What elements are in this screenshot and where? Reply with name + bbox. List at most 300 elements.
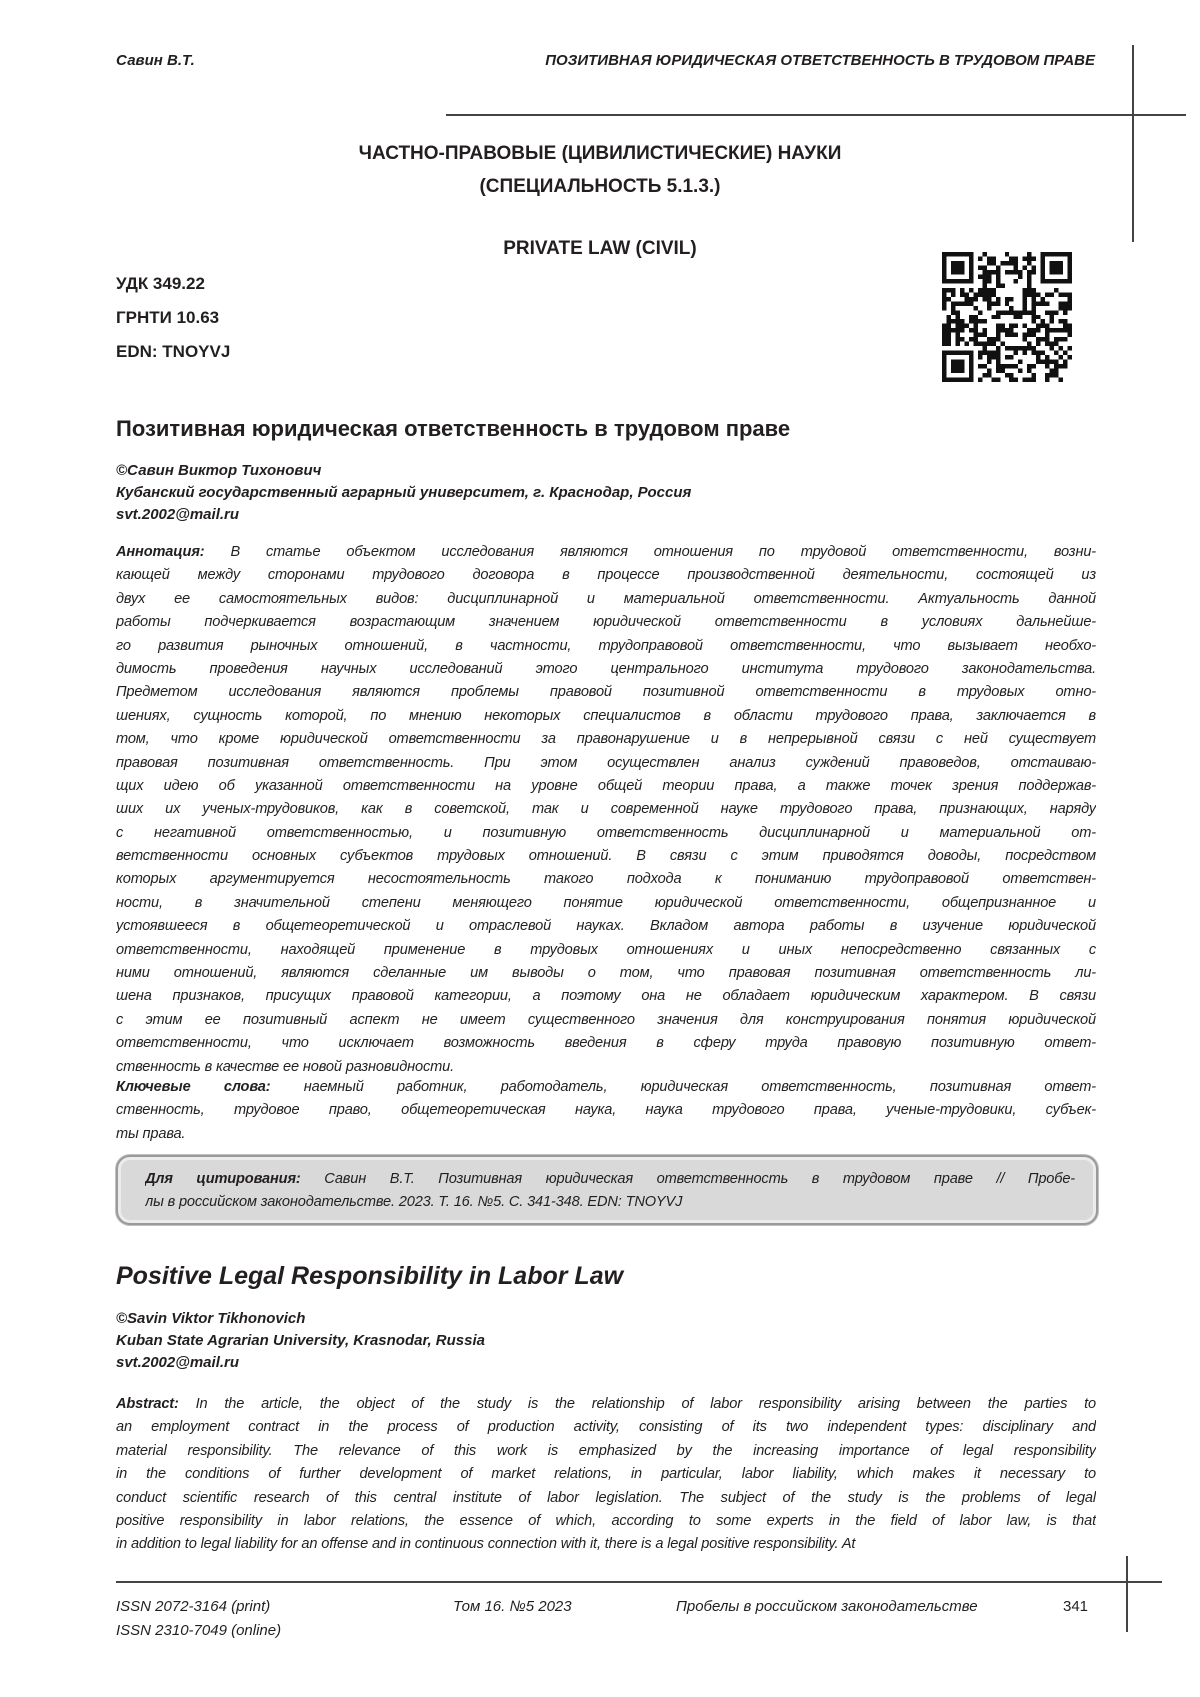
annotation-text: правовая позитивная ответственность. При этом осуществлен анализ суждений правоведов, отстаиваю- <box>116 754 1096 771</box>
qr-module <box>1041 319 1045 323</box>
qr-module <box>1045 342 1049 346</box>
qr-module <box>1005 261 1009 265</box>
qr-module <box>1059 292 1063 296</box>
qr-module <box>996 297 1000 301</box>
qr-module <box>1032 351 1036 355</box>
annotation-text: ответственности, что исключает возможность введения в сферу труда правовую позитивную ответ- <box>116 1035 1096 1052</box>
abstract-line <box>116 1533 1096 1556</box>
qr-module <box>1000 364 1004 368</box>
qr-module <box>987 360 991 364</box>
annotation-text: с негативной ответственностью, и позитивную ответственность дисциплинарной и материальной от- <box>116 824 1096 841</box>
qr-module <box>1005 252 1009 256</box>
qr-module <box>1045 333 1049 337</box>
qr-module <box>991 342 995 346</box>
qr-module <box>1063 328 1067 332</box>
qr-module <box>1023 288 1027 292</box>
qr-module <box>1041 252 1045 283</box>
annotation-text: ответственности, находящей применение в трудовых отношениях и иных непосредственно связанных с <box>116 941 1096 958</box>
qr-module <box>1032 333 1036 337</box>
qr-module <box>1018 274 1022 278</box>
section-title-line1: ЧАСТНО-ПРАВОВЫЕ (ЦИВИЛИСТИЧЕСКИЕ) НАУКИ <box>358 143 842 164</box>
qr-module <box>946 315 950 319</box>
qr-module <box>996 310 1000 314</box>
qr-module <box>1036 355 1040 359</box>
qr-module <box>1005 328 1009 332</box>
qr-module <box>955 310 959 314</box>
qr-module <box>978 355 982 359</box>
qr-module <box>942 279 973 283</box>
qr-module <box>978 288 982 292</box>
qr-module <box>1050 292 1054 296</box>
journal-name: Пробелы в российском законодательстве <box>676 1598 978 1615</box>
qr-module <box>1018 346 1022 350</box>
annotation-text: ственность в качестве ее новой разновидности. <box>116 1058 455 1075</box>
qr-module <box>1036 292 1040 296</box>
keywords-line <box>116 1076 1096 1099</box>
annotation-text: устоявшееся в общетеоретической и отраслевой науках. Вкладом автора работы в изучение юридической <box>116 918 1096 935</box>
annotation-line <box>116 658 1096 681</box>
qr-module <box>1018 270 1022 274</box>
qr-module <box>1068 346 1072 350</box>
qr-module <box>996 270 1000 274</box>
qr-module <box>1032 306 1036 310</box>
qr-module <box>1023 297 1027 301</box>
qr-module <box>1032 328 1036 332</box>
qr-module <box>960 328 964 332</box>
qr-module <box>1018 315 1022 319</box>
running-title: ПОЗИТИВНАЯ ЮРИДИЧЕСКАЯ ОТВЕТСТВЕННОСТЬ В ТРУДОВОМ ПРАВЕ <box>545 52 1095 69</box>
keywords-ru <box>116 1076 1096 1146</box>
annotation-text: двух ее самостоятельных видов: дисциплинарной и материальной ответственности. Актуальность данной <box>116 590 1096 607</box>
qr-module <box>1068 301 1072 305</box>
qr-module <box>1009 346 1013 350</box>
qr-module <box>996 346 1000 350</box>
qr-module <box>1027 279 1031 283</box>
qr-module <box>982 288 986 292</box>
annotation-line <box>116 611 1096 634</box>
page-number: 341 <box>1063 1598 1089 1615</box>
qr-module <box>1054 364 1058 368</box>
qr-module <box>942 306 946 310</box>
qr-module <box>982 283 986 287</box>
qr-module <box>991 351 995 355</box>
qr-module <box>1027 292 1031 296</box>
qr-module <box>996 351 1000 355</box>
qr-module <box>1027 261 1031 265</box>
qr-module <box>1054 337 1058 341</box>
annotation-text: Предметом исследования являются проблемы правовой позитивной ответственности в трудовых отно- <box>116 684 1096 701</box>
qr-module <box>987 306 991 310</box>
qr-module <box>951 261 964 274</box>
qr-module <box>1063 301 1067 305</box>
qr-module <box>1045 301 1049 305</box>
qr-module <box>1068 297 1072 301</box>
qr-module <box>946 324 950 328</box>
qr-module <box>955 333 959 337</box>
qr-module <box>1050 346 1054 350</box>
qr-module <box>982 270 986 274</box>
qr-module <box>1027 274 1031 278</box>
abstract-line <box>116 1393 1096 1416</box>
annotation-line <box>116 775 1096 798</box>
qr-module <box>1000 342 1004 346</box>
qr-module <box>982 274 986 278</box>
qr-module <box>946 328 950 332</box>
qr-module <box>1027 252 1031 256</box>
qr-module <box>1050 328 1054 332</box>
qr-module <box>973 324 977 328</box>
annotation-line <box>116 635 1096 658</box>
qr-module <box>1045 324 1049 328</box>
qr-module <box>942 351 946 382</box>
qr-module <box>991 315 995 319</box>
qr-module <box>960 292 964 296</box>
qr-module <box>996 315 1000 319</box>
qr-module <box>1014 256 1018 260</box>
qr-module <box>996 364 1000 368</box>
qr-module <box>1036 324 1040 328</box>
journal-volume: Том 16. №5 2023 <box>453 1598 572 1615</box>
qr-module <box>1059 328 1063 332</box>
qr-module <box>1014 261 1018 265</box>
annotation-text: которых аргументируется несостоятельность такого подхода к пониманию трудоправовой ответствен- <box>116 871 1096 888</box>
section-title-line2: (СПЕЦИАЛЬНОСТЬ 5.1.3.) <box>479 176 721 197</box>
qr-module <box>1009 355 1013 359</box>
header-rule <box>446 114 1186 116</box>
qr-module <box>1005 346 1009 350</box>
qr-module <box>1050 369 1054 373</box>
qr-module <box>1023 324 1027 328</box>
issn-print: ISSN 2072-3164 (print) <box>116 1598 271 1615</box>
qr-module <box>1041 360 1045 364</box>
qr-module <box>978 292 982 296</box>
qr-module <box>1050 373 1054 377</box>
qr-module <box>1045 378 1049 382</box>
annotation-line <box>116 962 1096 985</box>
qr-module <box>973 319 977 323</box>
qr-module <box>1027 346 1031 350</box>
qr-module <box>1009 378 1013 382</box>
qr-module <box>1068 324 1072 328</box>
qr-module <box>973 306 977 310</box>
qr-module <box>987 301 991 305</box>
qr-module <box>982 297 986 301</box>
annotation-line <box>116 892 1096 915</box>
qr-module <box>951 288 955 292</box>
qr-module <box>964 324 968 328</box>
citation-text: лы в российском законодательстве. 2023. Т. 16. №5. С. 341-348. EDN: TNOYVJ <box>145 1194 683 1211</box>
qr-module <box>1005 270 1009 274</box>
issn-online: ISSN 2310-7049 (online) <box>116 1622 282 1639</box>
qr-module <box>1063 351 1067 355</box>
qr-module <box>1023 306 1027 310</box>
qr-module <box>991 378 995 382</box>
qr-module <box>991 301 995 305</box>
udk: УДК 349.22 <box>116 274 205 293</box>
qr-module <box>1027 270 1031 274</box>
qr-module <box>942 378 973 382</box>
qr-module <box>996 333 1000 337</box>
qr-module <box>996 265 1000 269</box>
abstract-en <box>116 1393 1096 1557</box>
qr-module <box>991 256 995 260</box>
qr-module <box>973 328 977 332</box>
qr-module <box>987 274 991 278</box>
annotation-line <box>116 845 1096 868</box>
abstract-text: in addition to legal liability for an offense and in continuous connection with it, there is a legal positive responsibility. At <box>116 1536 856 1553</box>
annotation-text: го развития рыночных отношений, в частности, трудоправовой ответственности, что вызывает необхо- <box>116 637 1096 654</box>
qr-module <box>978 364 982 368</box>
qr-module <box>1009 310 1013 314</box>
qr-module <box>1027 310 1031 314</box>
qr-module <box>1005 301 1009 305</box>
qr-module <box>1054 328 1058 332</box>
author-name-ru: ©Савин Виктор Тихонович <box>116 462 322 479</box>
qr-module <box>969 297 973 301</box>
qr-module <box>978 378 982 382</box>
qr-module <box>1036 360 1040 364</box>
qr-module <box>1005 364 1009 368</box>
qr-module <box>942 333 946 337</box>
qr-module <box>978 274 982 278</box>
annotation-line <box>116 798 1096 821</box>
qr-module <box>969 252 973 283</box>
qr-module <box>1059 306 1063 310</box>
qr-module <box>1023 265 1027 269</box>
abstract-line <box>116 1487 1096 1510</box>
qr-module <box>978 319 982 323</box>
qr-module <box>964 301 968 305</box>
qr-module <box>1009 324 1013 328</box>
qr-module <box>1005 373 1009 377</box>
qr-module <box>1045 310 1049 314</box>
qr-module <box>1045 292 1049 296</box>
qr-module <box>1009 256 1013 260</box>
qr-module <box>1041 301 1045 305</box>
annotation-text: ших их ученых-трудовиков, как в советской, так и современной науке трудового права, признающих, наряду <box>116 801 1096 818</box>
qr-module <box>1063 364 1067 368</box>
qr-module <box>942 301 946 305</box>
qr-module <box>1014 333 1018 337</box>
qr-module <box>942 252 946 283</box>
qr-module <box>996 301 1000 305</box>
qr-module <box>969 315 973 319</box>
annotation-text: В статье объектом исследования являются отношения по трудовой ответственности, возни- <box>204 544 1096 560</box>
abstract-line <box>116 1463 1096 1486</box>
qr-module <box>973 297 977 301</box>
qr-module <box>1014 270 1018 274</box>
abstract-text: conduct scientific research of this central institute of labor legislation. The subject of the study is the problems of legal <box>116 1489 1096 1506</box>
qr-module <box>955 342 959 346</box>
annotation-text: ними отношений, являются сделанные им выводы о том, что правовая позитивная ответственность ли- <box>116 965 1096 982</box>
qr-module <box>987 256 991 260</box>
qr-module <box>1032 256 1036 260</box>
qr-module <box>1032 270 1036 274</box>
keywords-text: ственность, трудовое право, общетеоретическая наука, наука трудового права, ученые-трудовики, субъек- <box>116 1102 1096 1119</box>
keywords-label: Ключевые слова: <box>116 1079 271 1095</box>
qr-module <box>1041 252 1072 256</box>
qr-module <box>960 288 964 292</box>
qr-module <box>1000 283 1004 287</box>
qr-module <box>951 292 955 296</box>
qr-module <box>1023 346 1027 350</box>
qr-module <box>982 333 986 337</box>
keywords-line <box>116 1099 1096 1122</box>
qr-module <box>951 319 955 323</box>
author-email-ru[interactable]: svt.2002@mail.ru <box>116 506 240 523</box>
qr-module <box>982 292 986 296</box>
qr-module <box>1054 369 1058 373</box>
qr-module <box>973 292 977 296</box>
annotation-text: ности, в значительной степени меняющего понятие юридической ответственности, общепризнанное и <box>116 894 1096 911</box>
qr-module <box>1005 333 1009 337</box>
affiliation-en: Kuban State Agrarian University, Krasnodar, Russia <box>116 1332 486 1349</box>
qr-module <box>1036 315 1040 319</box>
author-email-en[interactable]: svt.2002@mail.ru <box>116 1354 240 1371</box>
annotation-line <box>116 915 1096 938</box>
keywords-line <box>116 1123 1096 1146</box>
qr-module <box>1045 373 1049 377</box>
citation-text <box>145 1168 1075 1215</box>
qr-module <box>942 324 946 328</box>
qr-module <box>1027 342 1031 346</box>
qr-module <box>1009 328 1013 332</box>
qr-module <box>1059 378 1063 382</box>
qr-module <box>1063 292 1067 296</box>
qr-module <box>987 292 991 296</box>
qr-module <box>946 337 950 341</box>
qr-module <box>1032 364 1036 368</box>
qr-module <box>973 333 977 337</box>
qr-module <box>1023 378 1027 382</box>
abstract-line <box>116 1416 1096 1439</box>
qr-module <box>1000 261 1004 265</box>
qr-module <box>1054 310 1058 314</box>
author-name-en: ©Savin Viktor Tikhonovich <box>116 1310 306 1327</box>
qr-module <box>996 328 1000 332</box>
abstract-text: in the conditions of further development of market relations, in particular, labor liability, which makes it necessary to <box>116 1466 1096 1483</box>
qr-module <box>982 252 986 256</box>
qr-module <box>1050 360 1054 364</box>
annotation-line <box>116 752 1096 775</box>
keywords-text: наемный работник, работодатель, юридическая ответственность, позитивная ответ- <box>270 1079 1096 1095</box>
qr-module <box>1036 301 1040 305</box>
qr-module <box>1027 256 1031 260</box>
qr-module <box>942 288 946 292</box>
qr-module <box>951 360 964 373</box>
qr-module <box>1050 315 1054 319</box>
qr-module <box>1050 319 1054 323</box>
qr-module <box>987 270 991 274</box>
qr-module <box>1018 360 1022 364</box>
qr-module <box>996 355 1000 359</box>
qr-code <box>942 252 1072 382</box>
annotation-line <box>116 822 1096 845</box>
qr-module <box>1036 328 1040 332</box>
qr-module <box>1054 360 1058 364</box>
qr-module <box>1068 252 1072 283</box>
qr-module <box>1041 324 1045 328</box>
qr-module <box>982 346 986 350</box>
annotation-line <box>116 985 1096 1008</box>
qr-module <box>982 328 986 332</box>
qr-module <box>1059 346 1063 350</box>
qr-module <box>978 342 982 346</box>
annotation-line <box>116 728 1096 751</box>
qr-module <box>991 292 995 296</box>
qr-module <box>978 333 982 337</box>
qr-module <box>1023 301 1027 305</box>
qr-module <box>1045 337 1049 341</box>
citation-label: Для цитирования: <box>145 1171 301 1187</box>
qr-module <box>1063 310 1067 314</box>
annotation-text: шена признаков, присущих правовой категории, а поэтому она не обладает юридическим характером. В связи <box>116 988 1096 1005</box>
qr-module <box>982 373 986 377</box>
annotation-line <box>116 1032 1096 1055</box>
qr-module <box>969 328 973 332</box>
qr-module <box>1014 279 1018 283</box>
qr-module <box>987 261 991 265</box>
abstract-text: In the article, the object of the study is the relationship of labor responsibility arising between the parties to <box>178 1396 1096 1412</box>
qr-module <box>1014 378 1018 382</box>
abstract-text: material responsibility. The relevance of this work is emphasized by the increasing importance of legal responsibility <box>116 1442 1096 1459</box>
qr-module <box>1059 337 1063 341</box>
annotation-text: димость проведения научных исследований этого центрального института трудового законодательства. <box>116 660 1096 677</box>
qr-module <box>946 288 950 292</box>
qr-module <box>1041 337 1045 341</box>
qr-module <box>960 337 964 341</box>
qr-module <box>1000 324 1004 328</box>
qr-module <box>1000 328 1004 332</box>
qr-module <box>951 301 955 305</box>
qr-module <box>960 301 964 305</box>
qr-module <box>996 324 1000 328</box>
qr-module <box>1009 270 1013 274</box>
qr-module <box>978 265 982 269</box>
qr-module <box>1054 351 1058 355</box>
qr-module <box>973 315 977 319</box>
qr-module <box>1050 310 1054 314</box>
qr-module <box>1032 292 1036 296</box>
qr-module <box>987 342 991 346</box>
qr-module <box>996 274 1000 278</box>
qr-module <box>964 292 968 296</box>
qr-module <box>1054 373 1058 377</box>
grnti: ГРНТИ 10.63 <box>116 308 220 327</box>
qr-module <box>987 351 991 355</box>
qr-module <box>1023 292 1027 296</box>
qr-module <box>996 283 1000 287</box>
qr-module <box>1050 261 1063 274</box>
qr-module <box>991 270 995 274</box>
annotation-line <box>116 564 1096 587</box>
qr-module <box>1023 256 1027 260</box>
qr-module <box>942 252 973 256</box>
qr-module <box>1014 346 1018 350</box>
qr-module <box>946 333 950 337</box>
qr-module <box>1054 288 1058 292</box>
qr-module <box>996 279 1000 283</box>
qr-module <box>942 328 946 332</box>
qr-module <box>1023 310 1027 314</box>
qr-module <box>1036 337 1040 341</box>
annotation-line <box>116 588 1096 611</box>
abstract-text: positive responsibility in labor relations, the essence of which, according to some experts in the field of labor law, is that <box>116 1512 1096 1529</box>
qr-module <box>1041 279 1072 283</box>
qr-module <box>960 319 964 323</box>
qr-module <box>991 355 995 359</box>
qr-module <box>1059 355 1063 359</box>
